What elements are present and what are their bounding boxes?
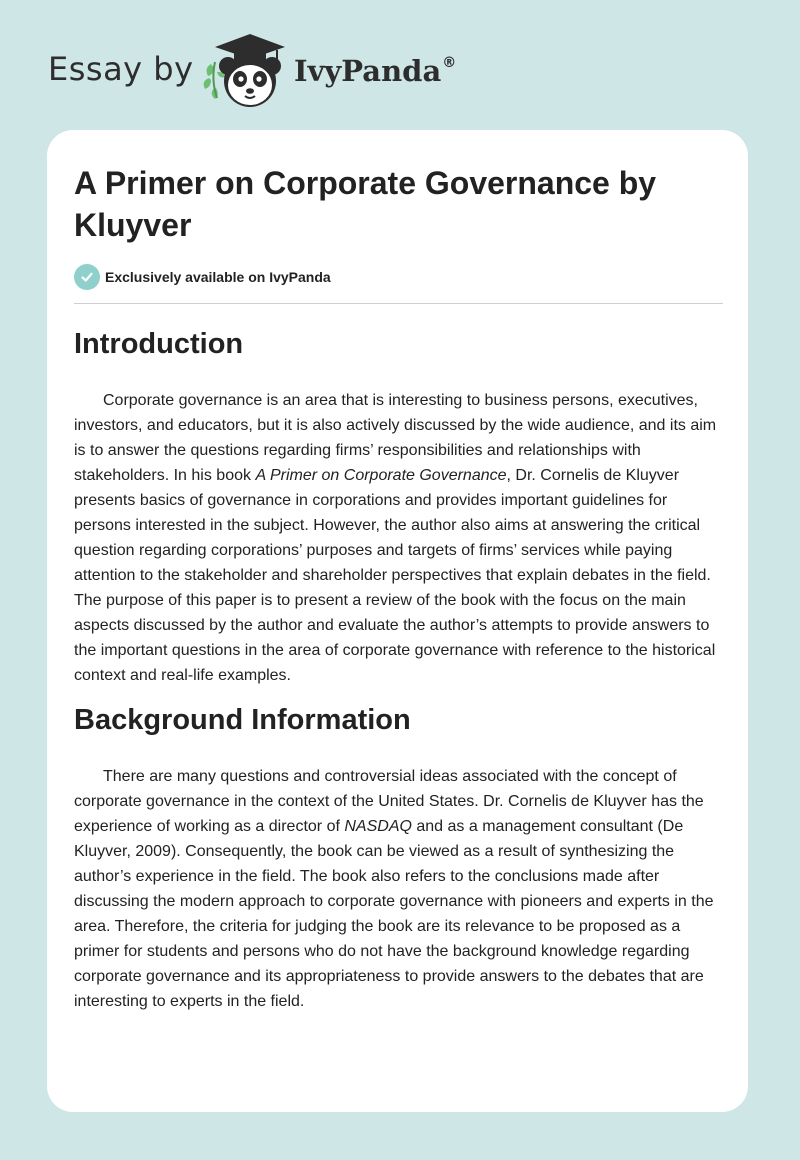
section-paragraph: There are many questions and controversial ideas associated with the concept of corporate governance in the context of the United States. Dr. Cornelis de Kluyver has the experience of working as a director of NASDAQ and as a management consultant (De Kluyver, 2009). Consequently, the book can be viewed as a result of synthesizing the author’s experience in the field. The book also refers to the conclusions made after discussing the modern approach to corporate governance with pioneers and experts in the area. Therefore, the criteria for judging the book are its relevance to be proposed as a primer for students and persons who do not have the background knowledge regarding corporate governance and its appropriateness to provide answers to the debates that are interesting to experts in the field. xyxy=(74,768,714,1010)
panda-logo-icon[interactable] xyxy=(201,28,291,112)
exclusive-badge xyxy=(74,264,331,290)
exclusive-badge-label: Exclusively available on IvyPanda xyxy=(105,269,331,285)
page-title: A Primer on Corporate Governance by Kluyver xyxy=(74,165,657,243)
section-heading: Background Information xyxy=(74,704,411,736)
essay-by-label: Essay by xyxy=(48,50,194,88)
site-header xyxy=(48,28,748,112)
section-introduction xyxy=(74,326,726,688)
title-divider xyxy=(74,303,723,304)
essay-card xyxy=(47,130,748,1112)
brand-name[interactable]: IvyPanda® xyxy=(294,54,457,88)
section-heading: Introduction xyxy=(74,328,244,360)
nasdaq-emphasis: NASDAQ xyxy=(344,818,412,835)
book-title: A Primer on Corporate Governance xyxy=(255,467,507,484)
registered-mark: ® xyxy=(442,55,457,71)
check-circle-icon xyxy=(74,264,100,290)
section-background-information xyxy=(74,702,726,1014)
section-paragraph: Corporate governance is an area that is interesting to business persons, executives, investors, and educators, but it is also actively discussed by the wide audience, and its aim is to answer the questions regarding firms’ responsibilities and relationships with stakeholders. In his book A Primer on Corporate Governance, Dr. Cornelis de Kluyver presents basics of governance in corporations and provides important guidelines for persons interested in the subject. However, the author also aims at answering the critical question regarding corporations’ purposes and targets of firms’ services while paying attention to the stakeholder and shareholder perspectives that explain debates in the field. The purpose of this paper is to present a review of the book with the focus on the main aspects discussed by the author and evaluate the author’s attempts to provide answers to the important questions in the area of corporate governance with reference to the historical context and real-life examples. xyxy=(74,392,717,684)
